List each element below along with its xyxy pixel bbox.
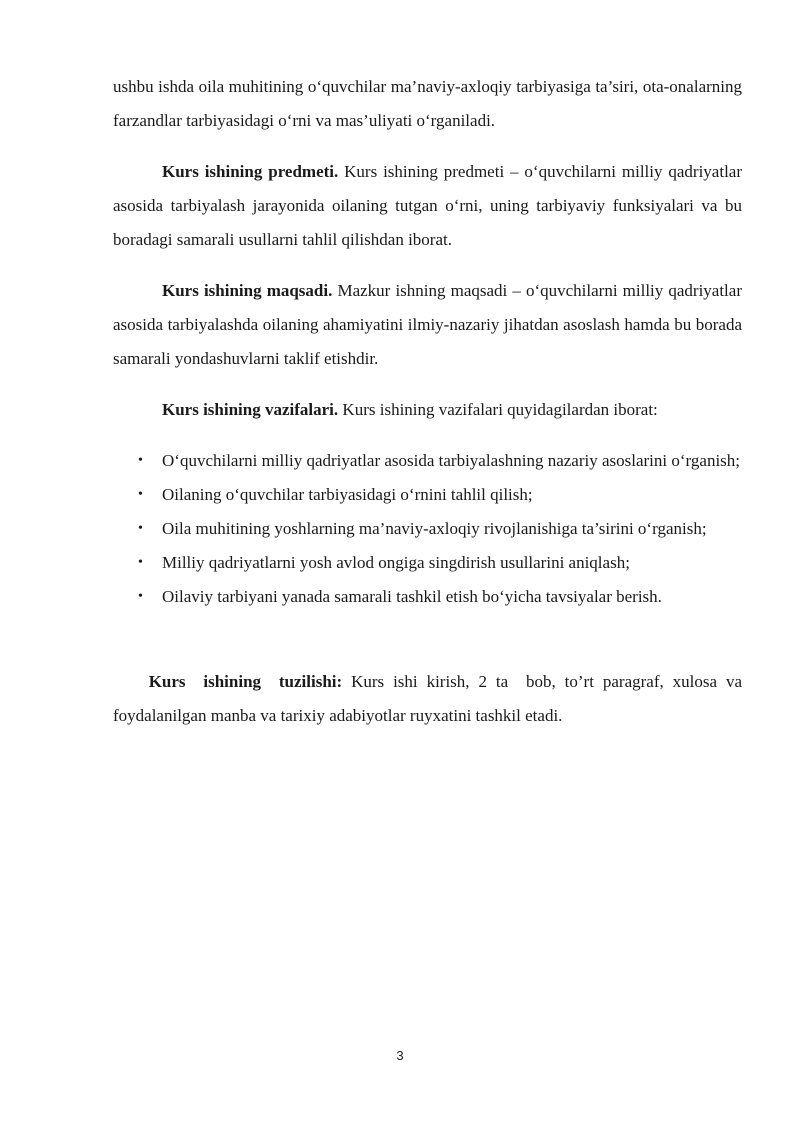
list-item-text: Milliy qadriyatlarni yosh avlod ongiga singdirish usullarini aniqlash; [162,553,630,572]
bullet-icon: • [138,453,143,468]
list-item-text: O‘quvchilarni milliy qadriyatlar asosida tarbiyalashning nazariy asoslarini o‘rganish; [162,451,740,470]
list-item [113,512,742,546]
list-item [113,546,742,580]
structure-text: Kurs ishi kirish, 2 ta bob, to’rt paragraf, xulosa va foydalanilgan manba va tarixiy adabiyotlar ruyxatini tashkil etadi. [113,672,747,725]
bullet-icon: • [138,589,143,604]
bullet-icon: • [138,521,143,536]
goal-heading: Kurs ishining maqsadi. [162,281,333,300]
tasks-paragraph [113,393,742,427]
tasks-heading: Kurs ishining vazifalari. [162,400,339,419]
list-item-text: Oilaviy tarbiyani yanada samarali tashkil etish bo‘yicha tavsiyalar berish. [162,587,662,606]
bullet-icon: • [138,487,143,502]
goal-text: Mazkur ishning maqsadi – o‘quvchilarni milliy qadriyatlar asosida tarbiyalashda oilaning ahamiyatini ilmiy-nazariy jihatdan asoslash hamda bu borada samarali yondashuvlarni taklif etishdir. [113,281,742,368]
document-page [113,70,747,784]
page-number: 3 [396,1048,404,1063]
subject-heading: Kurs ishining predmeti. [162,162,339,181]
list-item [113,444,742,478]
intro-paragraph: ushbu ishda oila muhitining o‘quvchilar ma’naviy-axloqiy tarbiyasiga ta’siri, ota-onalarning farzandlar tarbiyasidagi o‘rni va mas’uliyati o‘rganiladi. [113,77,742,130]
list-item-text: Oilaning o‘quvchilar tarbiyasidagi o‘rnini tahlil qilish; [162,485,533,504]
list-item [113,580,742,614]
structure-paragraph [113,631,747,767]
bullet-icon: • [138,555,143,570]
tasks-text: Kurs ishining vazifalari quyidagilardan iborat: [342,400,658,419]
list-item [113,478,742,512]
goal-paragraph [113,274,742,376]
subject-text: Kurs ishining predmeti – o‘quvchilarni milliy qadriyatlar asosida tarbiyalash jarayonida oilaning tutgan o‘rni, uning tarbiyaviy funksiyalari va bu boradagi samarali usullarni tahlil qilishdan iborat. [113,162,742,249]
list-item-text: Oila muhitining yoshlarning ma’naviy-axloqiy rivojlanishiga ta’sirini o‘rganish; [162,519,707,538]
tasks-list [113,444,742,614]
structure-heading: Kurs ishining tuzilishi: [148,672,343,691]
subject-paragraph [113,155,742,257]
